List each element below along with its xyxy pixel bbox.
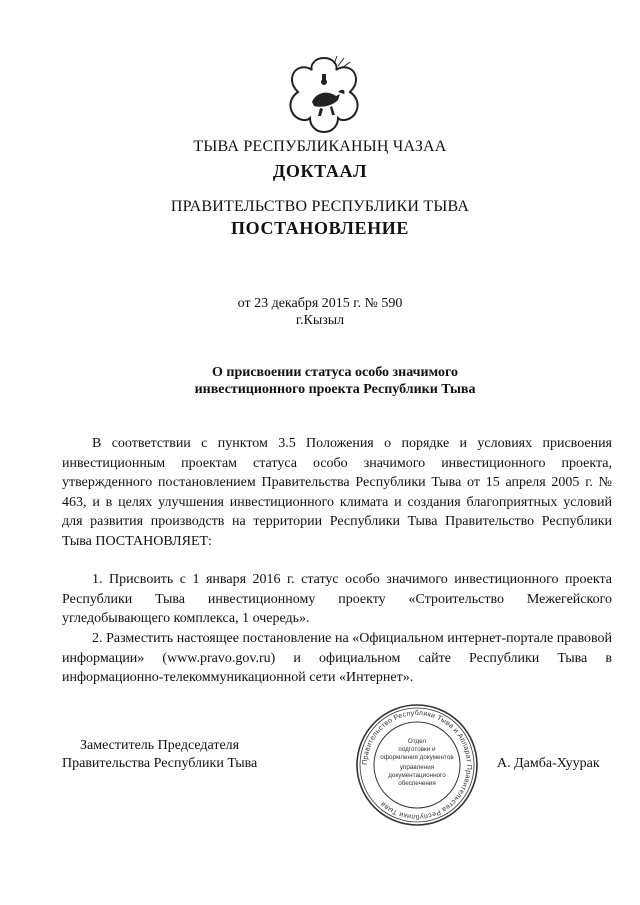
document-title-line-2: инвестиционного проекта Республики Тыва <box>194 382 476 397</box>
signatory-position-line-1: Заместитель Председателя <box>80 738 240 753</box>
stamp-outer-text: Правительство Республики Тыва и Аппарат Правительства Республики Тыва <box>361 709 473 821</box>
official-stamp-icon <box>355 703 479 827</box>
stamp-inner-line: документационного <box>388 772 446 779</box>
signatory-position-line-2: Правительства Республики Тыва <box>62 756 258 771</box>
body-paragraph-item-2: 2. Разместить настоящее постановление на «Официальном интернет-портале правовой информации» (www.pravo.gov.ru) и официальном сайте Республики Тыва в информационно-телекоммуникационной сети «Интернет». <box>62 631 612 686</box>
tuva-emblem-icon <box>282 52 366 136</box>
body-paragraph-item-1: 1. Присвоить с 1 января 2016 г. статус особо значимого инвестиционного проекта Республики Тыва инвестиционному проекту «Строительство Межегейского угледобывающего комплекса, 1 очередь». <box>62 572 612 627</box>
document-title-line-1: О присвоении статуса особо значимого <box>212 365 458 380</box>
header-russian-government: ПРАВИТЕЛЬСТВО РЕСПУБЛИКИ ТЫВА <box>170 198 470 215</box>
header-russian-doc-type: ПОСТАНОВЛЕНИЕ <box>231 218 409 238</box>
signatory-name: А. Дамба-Хуурак <box>497 756 600 771</box>
header-tuvan-doc-type: ДОКТААЛ <box>272 161 368 181</box>
header-tuvan-government: ТЫВА РЕСПУБЛИКАНЫҢ ЧАЗАА <box>193 138 447 155</box>
stamp-inner-line: управления <box>399 764 435 771</box>
stamp-inner-line: оформления документов <box>380 754 454 761</box>
stamp-inner-line: Отдел <box>407 738 427 745</box>
stamp-inner-line: обеспечения <box>398 780 436 787</box>
stamp-inner-line: подготовки и <box>398 746 436 753</box>
document-city: г.Кызыл <box>295 313 345 328</box>
body-paragraph-preamble: В соответствии с пунктом 3.5 Положения о порядке и условиях присвоения инвестиционным проектам статуса особо значимого инвестиционного проекта, утвержденного постановлением Правительства Республики Тыва от 15 апреля 2005 г. № 463, и в целях улучшения инвестиционного климата и создания благоприятных условий для развития производств на территории Республики Тыва Правительство Республики Тыва ПОСТАНОВЛЯЕТ: <box>62 436 612 549</box>
document-date-number: от 23 декабря 2015 г. № 590 <box>237 296 403 311</box>
